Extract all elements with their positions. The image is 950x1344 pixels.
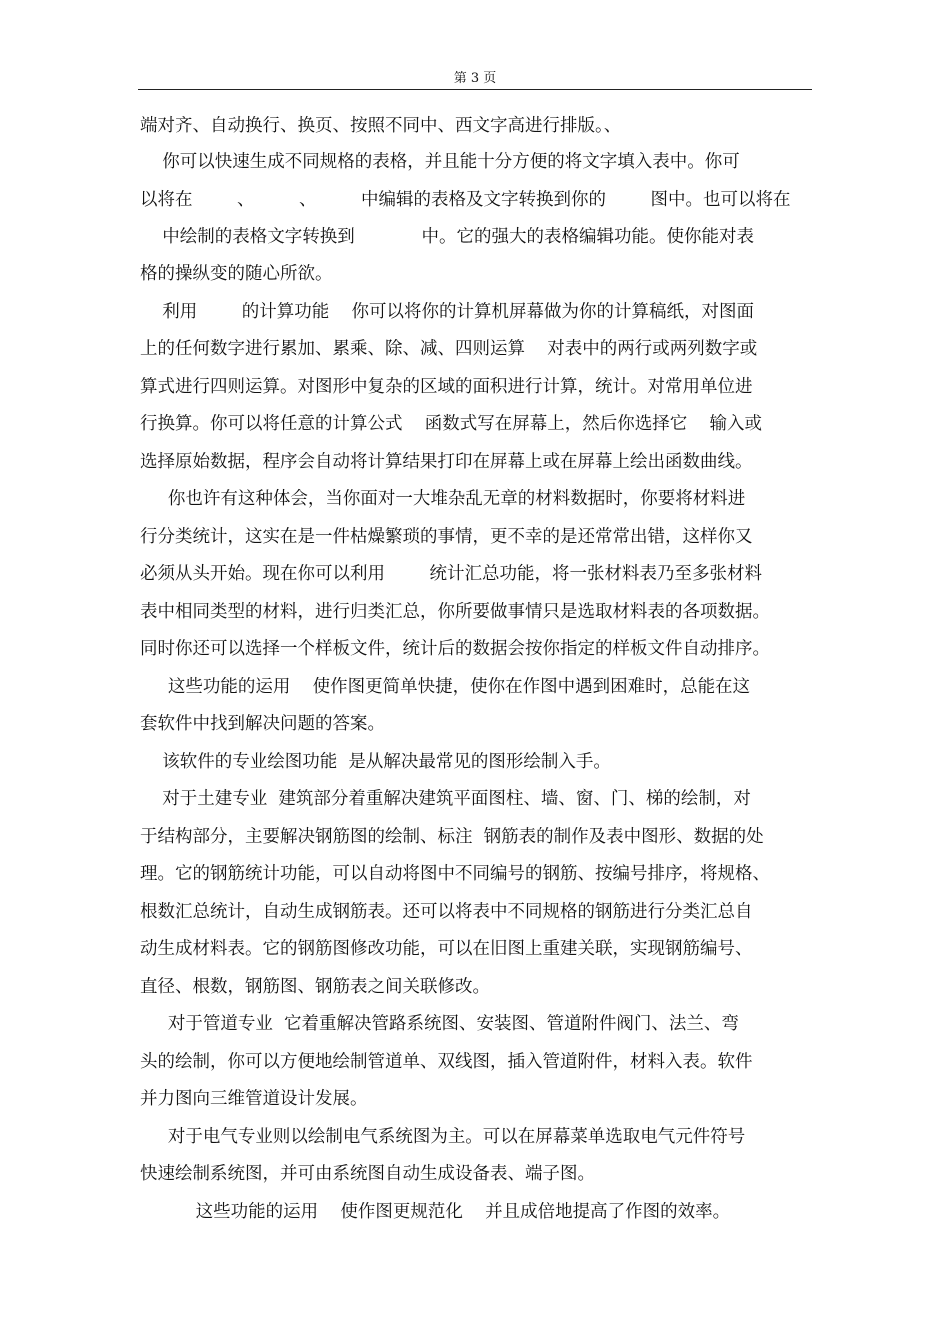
text-line: 对于电气专业则以绘制电气系统图为主。可以在屏幕菜单选取电气元件符号 [140,1127,746,1147]
text-line: 端对齐、自动换行、换页、按照不同中、西文字高进行排版。、 [140,116,622,136]
header-divider [138,89,812,90]
text-line: 对于土建专业 建筑部分着重解决建筑平面图柱、墙、窗、门、梯的绘制，对 [140,789,751,809]
text-line: 行换算。你可以将任意的计算公式 函数式写在屏幕上，然后你选择它 输入或 [140,414,762,434]
text-line: 算式进行四则运算。对图形中复杂的区域的面积进行计算，统计。对常用单位进 [140,377,753,397]
text-line: 同时你还可以选择一个样板文件，统计后的数据会按你指定的样板文件自动排序。 [140,639,770,659]
text-line: 对于管道专业 它着重解决管路系统图、安装图、管道附件阀门、法兰、弯 [140,1014,739,1034]
text-line: 你也许有这种体会，当你面对一大堆杂乱无章的材料数据时，你要将材料进 [140,489,746,509]
text-line: 头的绘制，你可以方便地绘制管道单、双线图，插入管道附件，材料入表。软件 [140,1052,753,1072]
text-line: 利用 的计算功能 你可以将你的计算机屏幕做为你的计算稿纸，对图面 [140,302,755,322]
text-line: 直径、根数，钢筋图、钢筋表之间关联修改。 [140,977,490,997]
text-line: 理。它的钢筋统计功能，可以自动将图中不同编号的钢筋、按编号排序，将规格、 [140,864,770,884]
page-number-header: 第 3 页 [453,71,497,86]
text-line: 并力图向三维管道设计发展。 [140,1089,368,1109]
text-line: 选择原始数据，程序会自动将计算结果打印在屏幕上或在屏幕上绘出函数曲线。 [140,452,753,472]
text-line: 格的操纵变的随心所欲。 [140,264,333,284]
text-line: 动生成材料表。它的钢筋图修改功能，可以在旧图上重建关联，实现钢筋编号、 [140,939,753,959]
text-line: 必须从头开始。现在你可以利用 统计汇总功能，将一张材料表乃至多张材料 [140,564,762,584]
text-line: 快速绘制系统图，并可由系统图自动生成设备表、端子图。 [140,1164,595,1184]
text-line: 中绘制的表格文字转换到 中。它的强大的表格编辑功能。使你能对表 [140,227,755,247]
text-line: 表中相同类型的材料，进行归类汇总，你所要做事情只是选取材料表的各项数据。 [140,602,770,622]
text-line: 以将在 、 、 中编辑的表格及文字转换到你的 图中。也可以将在 [140,190,791,210]
text-line: 该软件的专业绘图功能 是从解决最常见的图形绘制入手。 [140,752,611,772]
text-line: 行分类统计，这实在是一件枯燥繁琐的事情，更不幸的是还常常出错，这样你又 [140,527,753,547]
text-line: 这些功能的运用 使作图更规范化 并且成倍地提高了作图的效率。 [140,1202,731,1222]
text-line: 套软件中找到解决问题的答案。 [140,714,385,734]
text-line: 于结构部分，主要解决钢筋图的绘制、标注 钢筋表的制作及表中图形、数据的处 [140,827,764,847]
text-line: 上的任何数字进行累加、累乘、除、减、四则运算 对表中的两行或两列数字或 [140,339,758,359]
text-line: 根数汇总统计，自动生成钢筋表。还可以将表中不同规格的钢筋进行分类汇总自 [140,902,753,922]
text-line: 你可以快速生成不同规格的表格，并且能十分方便的将文字填入表中。你可 [140,152,740,172]
text-line: 这些功能的运用 使作图更简单快捷，使你在作图中遇到困难时，总能在这 [140,677,751,697]
